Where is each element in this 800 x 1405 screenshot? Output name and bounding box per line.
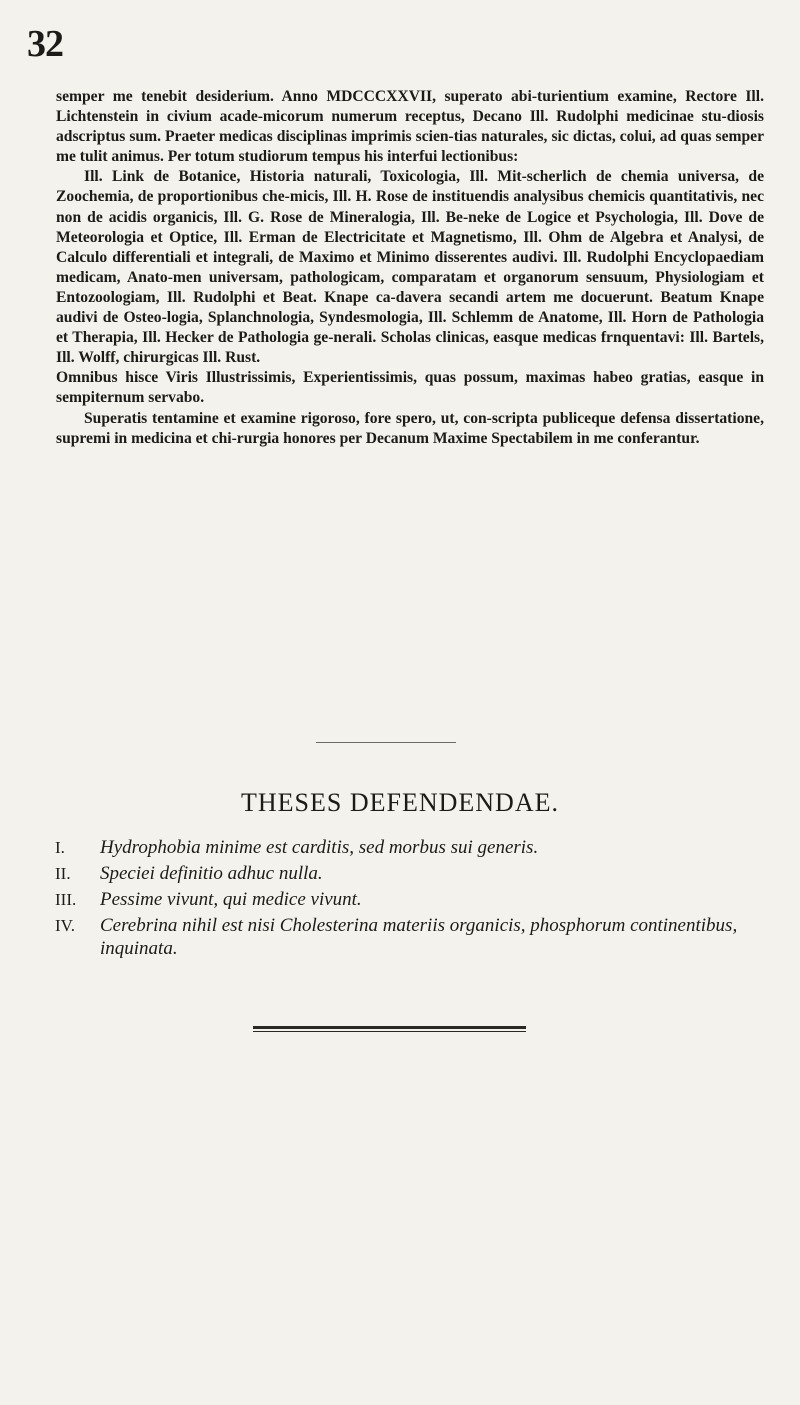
thesis-item [55,914,765,960]
paragraph-hope: Superatis tentamine et examine rigoroso, fore spero, ut, con-scripta publiceque defensa dissertatione, supremi in medicina et chi-rurgia honores per Decanum Maxime Spectabilem in me conferantur. [56,409,764,447]
thesis-item [55,836,765,859]
section-divider [316,742,456,743]
body-text [56,87,764,449]
closing-rule [253,1026,526,1032]
thesis-number: IV. [55,916,75,935]
theses-list [55,836,765,963]
page-number: 32 [27,23,63,65]
thesis-text: Pessime vivunt, qui medice vivunt. [100,889,362,910]
paragraph-thanks: Omnibus hisce Viris Illustrissimis, Experientissimis, quas possum, maximas habeo gratias, easque in sempiternum servabo. [56,369,764,407]
thesis-text: Hydrophobia minime est carditis, sed morbus sui generis. [100,837,539,858]
thesis-text: Speciei definitio adhuc nulla. [100,863,323,884]
paragraph-intro: semper me tenebit desiderium. Anno MDCCCXXVII, superato abi-turientium examine, Rectore Ill. Lichtenstein in civium acade-micorum numerum receptus, Decano Ill. Rudolphi medicinae stu-diosis adscriptus sum. Praeter medicas disciplinas imprimis scien-tias naturales, sic dictas, colui, ad quas semper me tulit animus. Per totum studiorum tempus his interfui lectionibus: [56,88,764,166]
theses-heading: THESES DEFENDENDAE. [241,788,559,817]
thesis-item [55,862,765,885]
thesis-item [55,888,765,911]
thesis-number: III. [55,890,77,909]
thesis-number: I. [55,838,65,857]
paragraph-lectures: Ill. Link de Botanice, Historia naturali, Toxicologia, Ill. Mit-scherlich de chemia universa, de Zoochemia, de proportionibus che-micis, Ill. H. Rose de instituendis analysibus chemicis quantitativis, nec non de acidis organicis, Ill. G. Rose de Mineralogia, Ill. Be-neke de Logice et Psychologia, Ill. Dove de Meteorologia et Optice, Ill. Erman de Electricitate et Magnetismo, Ill. Ohm de Algebra et Analysi, de Calculo differentiali et integrali, de Maximo et Minimo disserentes audivi. Ill. Rudolphi Encyclopaediam medicam, Anato-men universam, pathologicam, comparatam et organorum sensuum, Physiologiam et Entozoologiam, Ill. Rudolphi et Beat. Knape ca-davera secandi artem me docuerunt. Beatum Knape audivi de Osteo-logia, Splanchnologia, Syndesmologia, Ill. Schlemm de Anatome, Ill. Horn de Pathologia et Therapia, Ill. Hecker de Pathologia ge-nerali. Scholas clinicas, easque medicas frnquentavi: Ill. Bartels, Ill. Wolff, chirurgicas Ill. Rust. [56,168,764,367]
thesis-text: Cerebrina nihil est nisi Cholesterina materiis organicis, phosphorum continentibus, inquinata. [100,915,738,959]
thesis-number: II. [55,864,71,883]
